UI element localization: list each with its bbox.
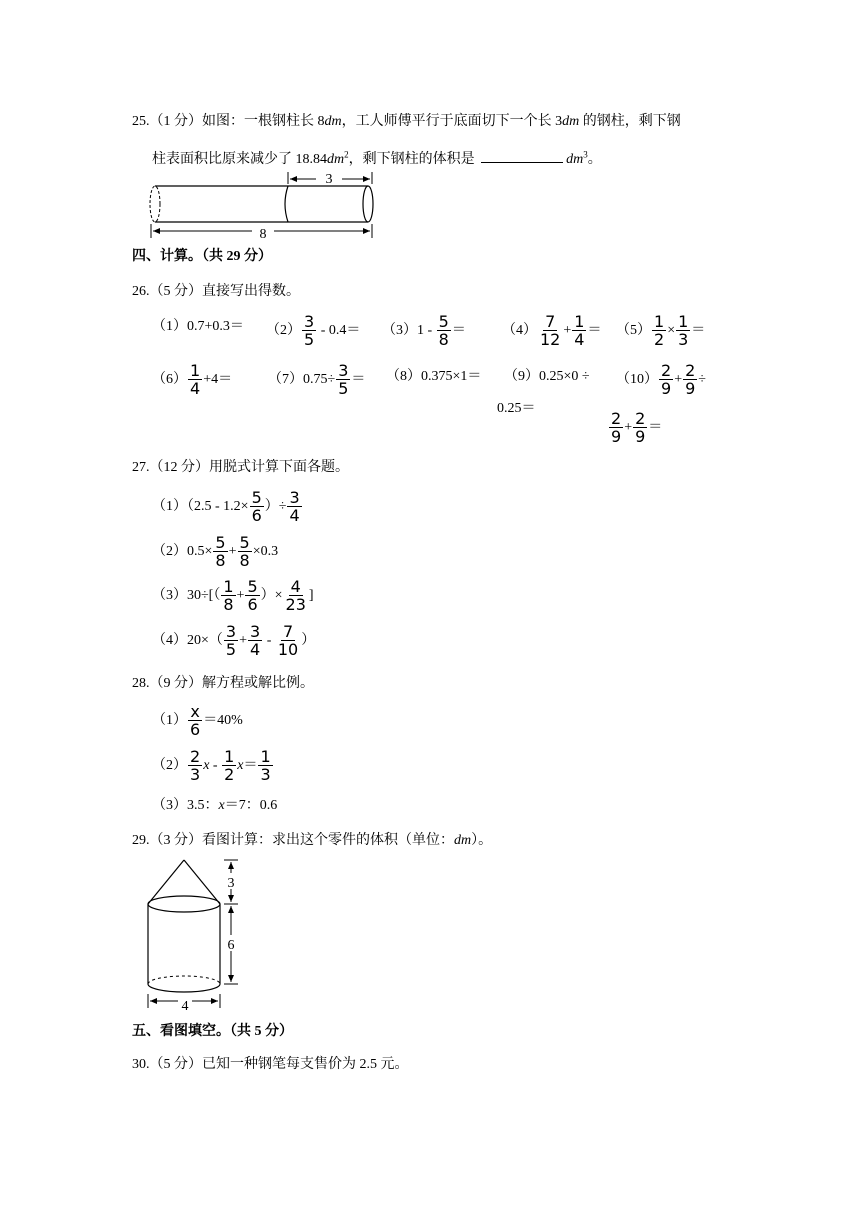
- steel-column-figure: [140, 168, 380, 240]
- cylinder-height-label: 6: [227, 938, 235, 953]
- q27-title: 27.（12 分）用脱式计算下面各题。: [132, 460, 349, 475]
- q27-expr-2: （2）0.5× $\frac{5}{8}$ + $\frac{5}{8}$ ×0.3: [152, 533, 279, 571]
- q26-item-10: （10） $\frac{2}{9}$ + $\frac{2}{9}$ ÷: [616, 361, 706, 399]
- q26-item-9: （9）0.25×0 ÷: [504, 369, 590, 384]
- q26-item-6: （6） $\frac{1}{4}$ +4＝: [152, 361, 233, 399]
- diameter-label: 4: [181, 999, 189, 1014]
- total-length-label: 8: [259, 227, 267, 242]
- q28-eq-3: （3）3.5：x＝7：0.6: [152, 798, 278, 813]
- q26-item-2: （2） $\frac{3}{5}$ - 0.4＝: [266, 312, 361, 350]
- q27-expr-4: （4）20×（ $\frac{3}{5}$ + $\frac{3}{4}$ - $\frac{7}{10}$ ）: [152, 622, 316, 660]
- q28-eq-2: （2） $\frac{2}{3}$ x - $\frac{1}{2}$ x＝ $\frac{1}{3}$: [152, 747, 271, 785]
- q25-line1: 25.（1 分）如图：一根钢柱长 8dm，工人师傅平行于底面切下一个长 3dm 的钢柱，剩下钢: [132, 114, 681, 129]
- cone-cylinder-figure: [140, 856, 250, 1012]
- q28-eq-1: （1） $\frac{x}{6}$ ＝40%: [152, 702, 243, 740]
- q26-item-3: （3）1 - $\frac{5}{8}$ ＝: [382, 312, 466, 350]
- q30-title: 30.（5 分）已知一种钢笔每支售价为 2.5 元。: [132, 1057, 409, 1072]
- q26-item-9-cont: 0.25＝: [497, 401, 536, 416]
- section-5-heading: 五、看图填空。（共 5 分）: [132, 1024, 293, 1039]
- q29-title: 29.（3 分）看图计算：求出这个零件的体积（单位：dm）。: [132, 833, 493, 848]
- answer-blank[interactable]: [481, 150, 563, 163]
- q25-line2: 柱表面积比原来减少了 $18.84dm^2$，剩下钢柱的体积是 $dm^3$。: [152, 149, 602, 167]
- q26-item-10-cont: $\frac{2}{9}$ + $\frac{2}{9}$ ＝: [611, 409, 663, 447]
- q27-expr-3: （3）30÷[（ $\frac{1}{8}$ + $\frac{5}{6}$ ）× $\frac{4}{23}$ ]: [152, 577, 314, 615]
- q26-item-8: （8）0.375×1＝: [386, 369, 482, 384]
- q28-title: 28.（9 分）解方程或解比例。: [132, 676, 314, 691]
- cone-height-label: 3: [227, 876, 235, 891]
- cut-length-label: 3: [325, 172, 333, 187]
- q26-title: 26.（5 分）直接写出得数。: [132, 284, 300, 299]
- q26-item-7: （7）0.75÷ $\frac{3}{5}$ ＝: [268, 361, 366, 399]
- q27-expr-1: （1）（2.5 - 1.2× $\frac{5}{6}$ ）÷ $\frac{3}{4}$: [152, 488, 300, 526]
- q26-item-4: （4） $\frac{7}{12}$ + $\frac{1}{4}$ ＝: [502, 312, 602, 350]
- section-4-heading: 四、计算。（共 29 分）: [132, 249, 272, 264]
- q26-item-1: （1）0.7+0.3＝: [152, 319, 244, 334]
- q26-item-5: （5） $\frac{1}{2}$ × $\frac{1}{3}$ ＝: [616, 312, 706, 350]
